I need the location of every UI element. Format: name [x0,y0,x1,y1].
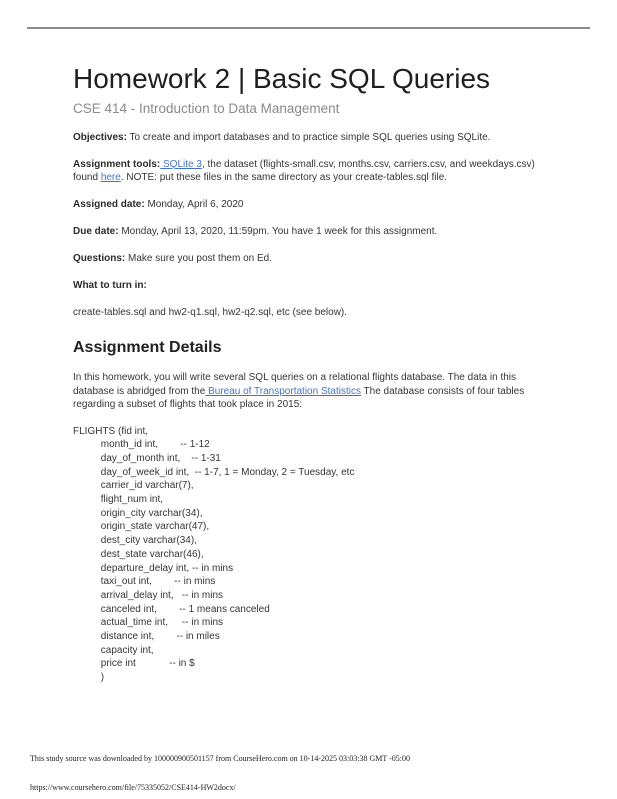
due-date-paragraph [73,225,547,239]
header-rule-divider [27,27,590,29]
course-subtitle: CSE 414 - Introduction to Data Management [73,101,340,116]
page-title: Homework 2 | Basic SQL Queries [73,63,491,94]
objectives-paragraph [73,131,547,145]
assignment-tools-text-end: . NOTE: put these files in the same directory as your create-tables.sql file. [120,172,448,183]
due-date-text: Monday, April 13, 2020, 11:59pm. You have 1 week for this assignment. [118,226,438,237]
assigned-date-paragraph [73,198,547,212]
schema-line: ) [73,672,105,684]
coursehero-source-url: https://www.coursehero.com/file/75335052/CSE414-HW2docx/ [30,783,236,792]
questions-paragraph [73,252,547,266]
schema-line: price int -- in $ [73,658,195,670]
questions-text: Make sure you post them on Ed. [125,253,272,264]
bureau-of-transportation-statistics-link[interactable]: Bureau of Transportation Statistics [205,385,361,397]
assigned-date-label: Assigned date: [73,199,145,210]
schema-line: carrier_id varchar(7), [73,480,194,492]
document-content [73,62,547,685]
schema-line: distance int, -- in miles [73,631,220,643]
schema-line: departure_delay int, -- in mins [73,562,234,574]
objectives-text: To create and import databases and to practice simple SQL queries using SQLite. [126,131,491,143]
assignment-details-heading: Assignment Details [73,338,222,356]
coursehero-download-note: This study source was downloaded by 100000900501157 from CourseHero.com on 10-14-2025 03:03:38 GMT -05:00 [30,754,410,763]
dataset-here-link[interactable]: here [100,172,121,183]
questions-label: Questions: [73,253,126,264]
schema-line: dest_city varchar(34), [73,535,197,547]
schema-line: FLIGHTS (fid int, [73,425,149,437]
schema-line: capacity int, [73,644,154,656]
turn-in-files: create-tables.sql and hw2-q1.sql, hw2-q2.sql, etc (see below). [73,307,348,318]
schema-line: origin_state varchar(47), [73,521,210,533]
details-intro-paragraph [73,371,547,412]
due-date-label: Due date: [73,226,119,237]
assignment-tools-text-mid: , the dataset (flights-small.csv, months.csv, carriers.csv, and weekdays.csv) found [73,158,535,183]
turn-in-heading [73,279,547,293]
details-intro-end: The database consists of four tables regarding a subset of flights that took place in 2015: [73,385,525,410]
details-intro-start: In this homework, you will write several SQL queries on a relational flights database. The data in this database is abridged from the [73,372,517,397]
assignment-tools-label: Assignment tools: [73,158,161,170]
schema-line: arrival_delay int, -- in mins [73,589,224,601]
assignment-tools-paragraph [73,158,547,185]
turn-in-label: What to turn in: [73,280,147,291]
schema-line: actual_time int, -- in mins [73,617,224,629]
schema-line: day_of_month int, -- 1-31 [73,452,221,464]
schema-line: flight_num int, [73,494,164,506]
sqlite3-link[interactable]: SQLite 3 [160,158,202,170]
schema-line: origin_city varchar(34), [73,507,203,519]
schema-line: dest_state varchar(46), [73,548,204,560]
schema-line: taxi_out int, -- in mins [73,576,216,588]
flights-table-schema [73,425,547,685]
schema-line: canceled int, -- 1 means canceled [73,603,270,615]
schema-line: month_id int, -- 1-12 [73,439,210,451]
schema-line: day_of_week_id int, -- 1-7, 1 = Monday, 2 = Tuesday, etc [73,466,355,478]
assigned-date-text: Monday, April 6, 2020 [144,199,244,210]
objectives-label: Objectives: [73,131,127,143]
